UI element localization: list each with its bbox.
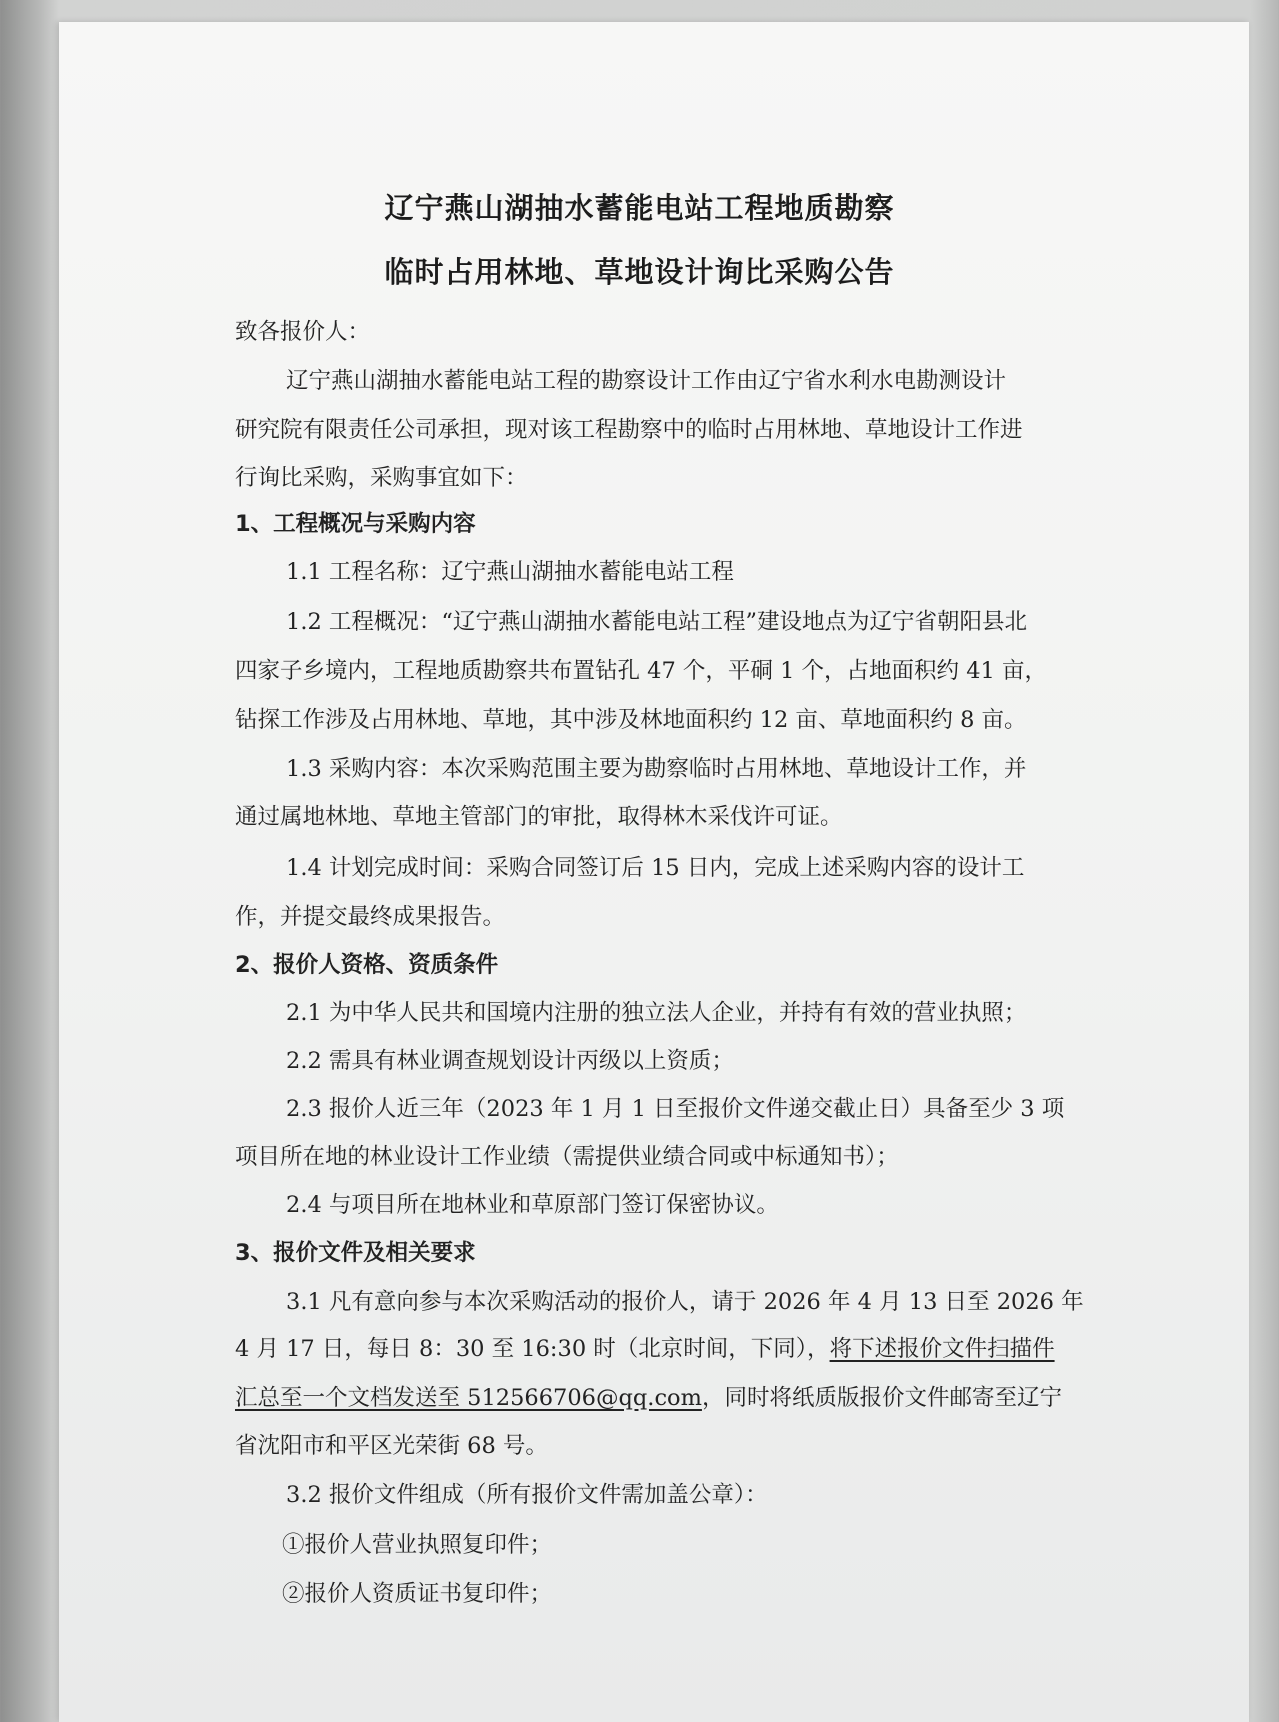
item-3-2: 3.2 报价文件组成（所有报价文件需加盖公章）：	[286, 1482, 768, 1508]
item-1-1: 1.1 工程名称：辽宁燕山湖抽水蓄能电站工程	[286, 559, 734, 585]
item-2-3-line-1: 2.3 报价人近三年（2023 年 1 月 1 日至报价文件递交截止日）具备至少 3 项	[286, 1096, 1065, 1122]
section-1-heading: 1、工程概况与采购内容	[235, 511, 476, 537]
intro-line-3: 行询比采购，采购事宜如下：	[235, 465, 528, 491]
item-3-1-line-1: 3.1 凡有意向参与本次采购活动的报价人，请于 2026 年 4 月 13 日至 2026 年	[286, 1289, 1084, 1315]
section-3-heading: 3、报价文件及相关要求	[235, 1240, 476, 1266]
item-3-1-line-2	[235, 1334, 1055, 1364]
item-3-1-line-3-text: ，同时将纸质版报价文件邮寄至辽宁	[701, 1385, 1062, 1411]
email-instruction-link[interactable]: 汇总至一个文档发送至 512566706@qq.com	[235, 1385, 702, 1411]
item-2-4: 2.4 与项目所在地林业和草原部门签订保密协议。	[286, 1192, 779, 1218]
item-2-2: 2.2 需具有林业调查规划设计丙级以上资质；	[286, 1048, 734, 1074]
salutation: 致各报价人：	[235, 319, 371, 345]
section-2-heading: 2、报价人资格、资质条件	[235, 952, 499, 978]
item-1-4-line-1: 1.4 计划完成时间：采购合同签订后 15 日内，完成上述采购内容的设计工	[286, 855, 1025, 881]
document-title-line-2: 临时占用林地、草地设计询比采购公告	[384, 255, 895, 289]
item-1-4-line-2: 作，并提交最终成果报告。	[235, 904, 506, 930]
item-1-3-line-1: 1.3 采购内容：本次采购范围主要为勘察临时占用林地、草地设计工作，并	[286, 756, 1027, 782]
document-title-line-1: 辽宁燕山湖抽水蓄能电站工程地质勘察	[384, 191, 895, 225]
item-1-2-line-2: 四家子乡境内，工程地质勘察共布置钻孔 47 个，平硐 1 个，占地面积约 41 亩，	[235, 658, 1047, 684]
item-3-1-line-4: 省沈阳市和平区光荣街 68 号。	[235, 1433, 548, 1459]
item-2-1: 2.1 为中华人民共和国境内注册的独立法人企业，并持有有效的营业执照；	[286, 1000, 1027, 1026]
item-1-3-line-2: 通过属地林地、草地主管部门的审批，取得林木采伐许可证。	[235, 804, 843, 830]
item-1-2-line-3: 钻探工作涉及占用林地、草地，其中涉及林地面积约 12 亩、草地面积约 8 亩。	[235, 707, 1027, 733]
item-3-1-line-2-text: 4 月 17 日，每日 8：30 至 16:30 时（北京时间，下同），	[235, 1336, 830, 1362]
item-1-2-line-1: 1.2 工程概况：“辽宁燕山湖抽水蓄能电站工程”建设地点为辽宁省朝阳县北	[286, 609, 1027, 635]
intro-line-2: 研究院有限责任公司承担，现对该工程勘察中的临时占用林地、草地设计工作进	[235, 417, 1023, 443]
item-3-2-sub-1: ①报价人营业执照复印件；	[282, 1532, 553, 1558]
intro-line-1: 辽宁燕山湖抽水蓄能电站工程的勘察设计工作由辽宁省水利水电勘测设计	[286, 368, 1007, 394]
item-3-1-underlined-instruction: 将下述报价文件扫描件	[829, 1336, 1055, 1362]
item-2-3-line-2: 项目所在地的林业设计工作业绩（需提供业绩合同或中标通知书）；	[235, 1144, 899, 1170]
item-3-2-sub-2: ②报价人资质证书复印件；	[282, 1581, 553, 1607]
item-3-1-line-3	[235, 1383, 1062, 1413]
